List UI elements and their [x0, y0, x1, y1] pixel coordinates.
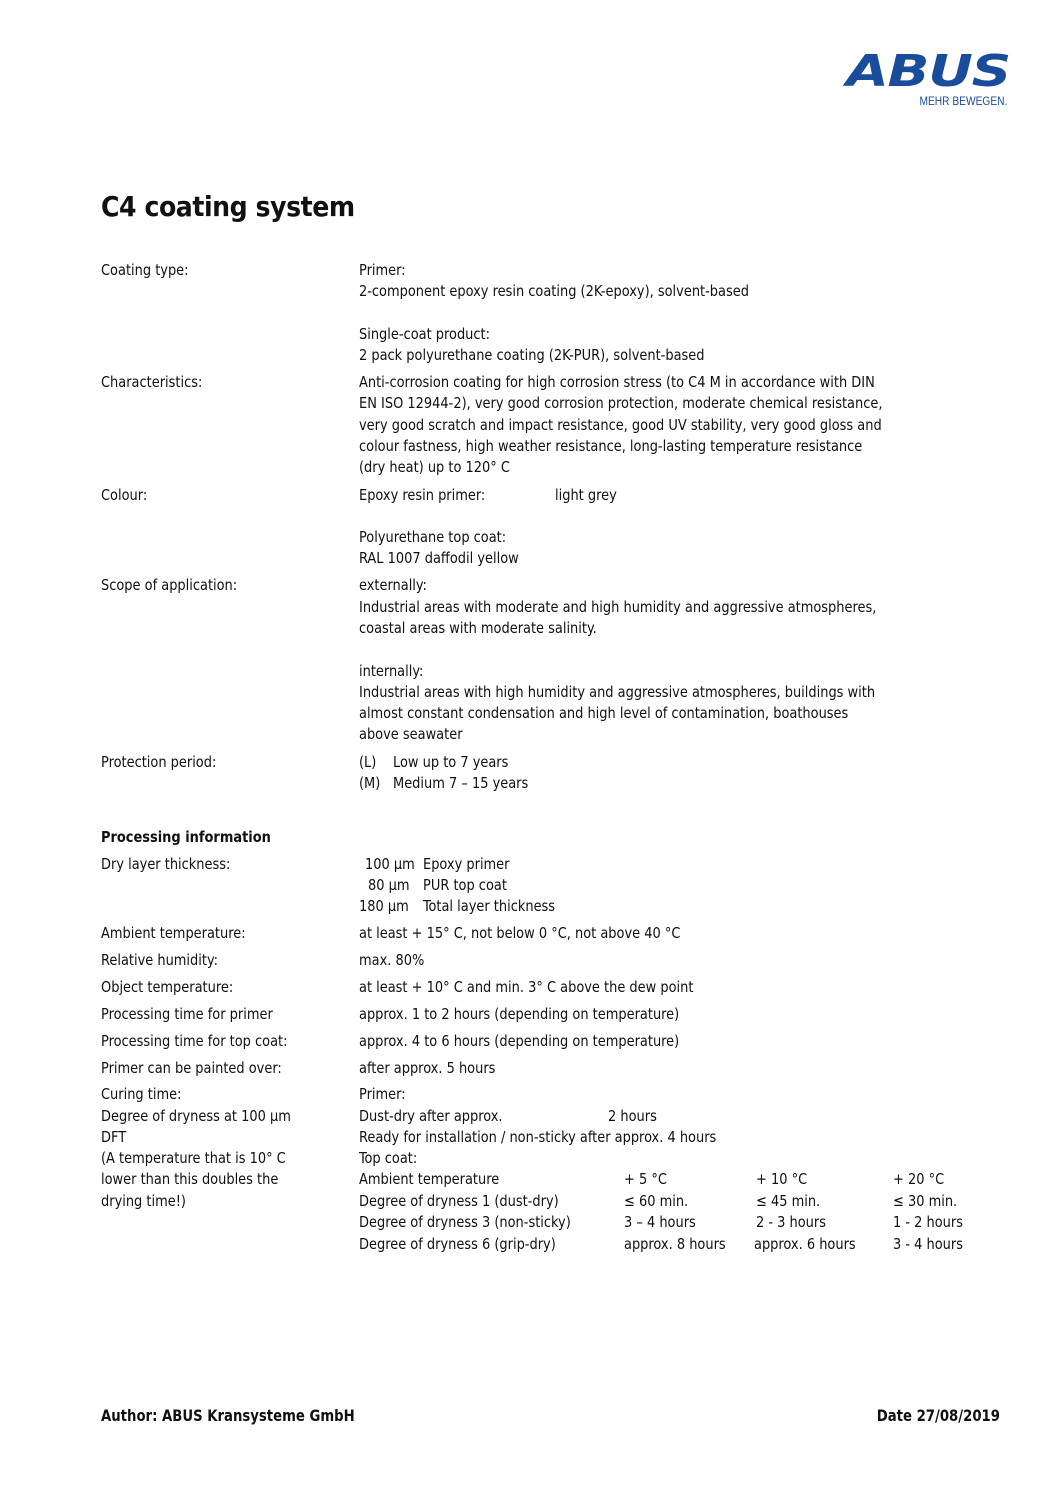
dry-layer-amount: 80 µm	[368, 876, 410, 894]
table-cell: 3 – 4 hours	[624, 1213, 696, 1231]
dry-layer-amount: 180 µm	[359, 897, 409, 915]
processing-row-value: approx. 4 to 6 hours (depending on temperature)	[359, 1032, 680, 1050]
dry-layer-amount: 100 µm	[365, 855, 415, 873]
ready-text: Ready for installation / non-sticky after approx. 4 hours	[359, 1128, 717, 1146]
table-cell: ≤ 30 min.	[893, 1192, 958, 1210]
protection-text: Low up to 7 years	[393, 753, 509, 771]
coating-single-text: 2 pack polyurethane coating (2K-PUR), solvent-based	[359, 346, 705, 364]
logo-tagline: MEHR BEWEGEN.	[919, 94, 1007, 108]
colour-primer-label: Epoxy resin primer:	[359, 486, 486, 504]
processing-row-value: approx. 1 to 2 hours (depending on temperature)	[359, 1005, 680, 1023]
table-header-cell: + 10 °C	[756, 1170, 808, 1188]
characteristics-line: EN ISO 12944-2), very good corrosion protection, moderate chemical resistance,	[359, 394, 883, 412]
characteristics-line: Anti-corrosion coating for high corrosion stress (to C4 M in accordance with DIN	[359, 373, 875, 391]
table-cell: ≤ 60 min.	[624, 1192, 689, 1210]
curing-primer-heading: Primer:	[359, 1085, 406, 1103]
page-title: C4 coating system	[101, 190, 355, 223]
footer-date: Date 27/08/2019	[876, 1406, 1000, 1425]
table-cell: approx. 6 hours	[754, 1235, 856, 1253]
processing-row-label: Object temperature:	[101, 978, 234, 996]
dust-dry-label: Dust-dry after approx.	[359, 1107, 503, 1125]
scope-ext-line: Industrial areas with moderate and high humidity and aggressive atmospheres,	[359, 598, 877, 616]
curing-note: (A temperature that is 10° C	[101, 1149, 286, 1167]
curing-topcoat-heading: Top coat:	[359, 1149, 418, 1167]
dry-layer-desc: PUR top coat	[423, 876, 507, 894]
processing-row-value: at least + 10° C and min. 3° C above the dew point	[359, 978, 694, 996]
processing-row-value: max. 80%	[359, 951, 425, 969]
characteristics-line: (dry heat) up to 120° C	[359, 458, 510, 476]
processing-row-label: Processing time for primer	[101, 1005, 273, 1023]
table-cell: 1 - 2 hours	[893, 1213, 963, 1231]
dry-layer-desc: Epoxy primer	[423, 855, 510, 873]
scope-label: Scope of application:	[101, 576, 238, 594]
abus-logo	[818, 46, 1010, 110]
table-cell: approx. 8 hours	[624, 1235, 726, 1253]
coating-primer-heading: Primer:	[359, 261, 406, 279]
table-cell: 3 - 4 hours	[893, 1235, 963, 1253]
table-cell: Degree of dryness 3 (non-sticky)	[359, 1213, 571, 1231]
characteristics-label: Characteristics:	[101, 373, 203, 391]
protection-code: (L)	[359, 753, 377, 771]
protection-code: (M)	[359, 774, 381, 792]
scope-ext-line: coastal areas with moderate salinity.	[359, 619, 597, 637]
curing-label: Curing time:	[101, 1085, 182, 1103]
dry-layer-label: Dry layer thickness:	[101, 855, 231, 873]
table-header-cell: Ambient temperature	[359, 1170, 500, 1188]
colour-label: Colour:	[101, 486, 148, 504]
protection-text: Medium 7 – 15 years	[393, 774, 529, 792]
coating-type-label: Coating type:	[101, 261, 189, 279]
table-cell: ≤ 45 min.	[756, 1192, 821, 1210]
coating-primer-text: 2-component epoxy resin coating (2K-epoxy), solvent-based	[359, 282, 749, 300]
table-header-cell: + 20 °C	[893, 1170, 945, 1188]
curing-label: Degree of dryness at 100 µm	[101, 1107, 291, 1125]
protection-label: Protection period:	[101, 753, 217, 771]
footer-author: Author: ABUS Kransysteme GmbH	[101, 1406, 355, 1425]
curing-note: lower than this doubles the	[101, 1170, 279, 1188]
dry-layer-desc: Total layer thickness	[423, 897, 556, 915]
processing-row-label: Processing time for top coat:	[101, 1032, 288, 1050]
table-cell: 2 - 3 hours	[756, 1213, 826, 1231]
table-header-cell: + 5 °C	[624, 1170, 667, 1188]
processing-row-label: Ambient temperature:	[101, 924, 246, 942]
scope-ext-heading: externally:	[359, 576, 427, 594]
table-cell: Degree of dryness 1 (dust-dry)	[359, 1192, 559, 1210]
characteristics-line: colour fastness, high weather resistance, long-lasting temperature resistance	[359, 437, 863, 455]
processing-row-value: at least + 15° C, not below 0 °C, not above 40 °C	[359, 924, 681, 942]
logo-brand: ABUS	[846, 46, 1010, 97]
scope-int-line: above seawater	[359, 725, 463, 743]
colour-primer-value: light grey	[555, 486, 617, 504]
curing-label: DFT	[101, 1128, 127, 1146]
processing-heading: Processing information	[101, 828, 271, 846]
processing-row-label: Relative humidity:	[101, 951, 218, 969]
characteristics-line: very good scratch and impact resistance, good UV stability, very good gloss and	[359, 416, 882, 434]
scope-int-heading: internally:	[359, 662, 424, 680]
table-cell: Degree of dryness 6 (grip-dry)	[359, 1235, 556, 1253]
colour-topcoat-value: RAL 1007 daffodil yellow	[359, 549, 519, 567]
colour-topcoat-label: Polyurethane top coat:	[359, 528, 507, 546]
curing-note: drying time!)	[101, 1192, 186, 1210]
coating-single-heading: Single-coat product:	[359, 325, 490, 343]
scope-int-line: almost constant condensation and high level of contamination, boathouses	[359, 704, 849, 722]
dust-dry-value: 2 hours	[608, 1107, 657, 1125]
processing-row-value: after approx. 5 hours	[359, 1059, 496, 1077]
processing-row-label: Primer can be painted over:	[101, 1059, 282, 1077]
scope-int-line: Industrial areas with high humidity and aggressive atmospheres, buildings with	[359, 683, 876, 701]
